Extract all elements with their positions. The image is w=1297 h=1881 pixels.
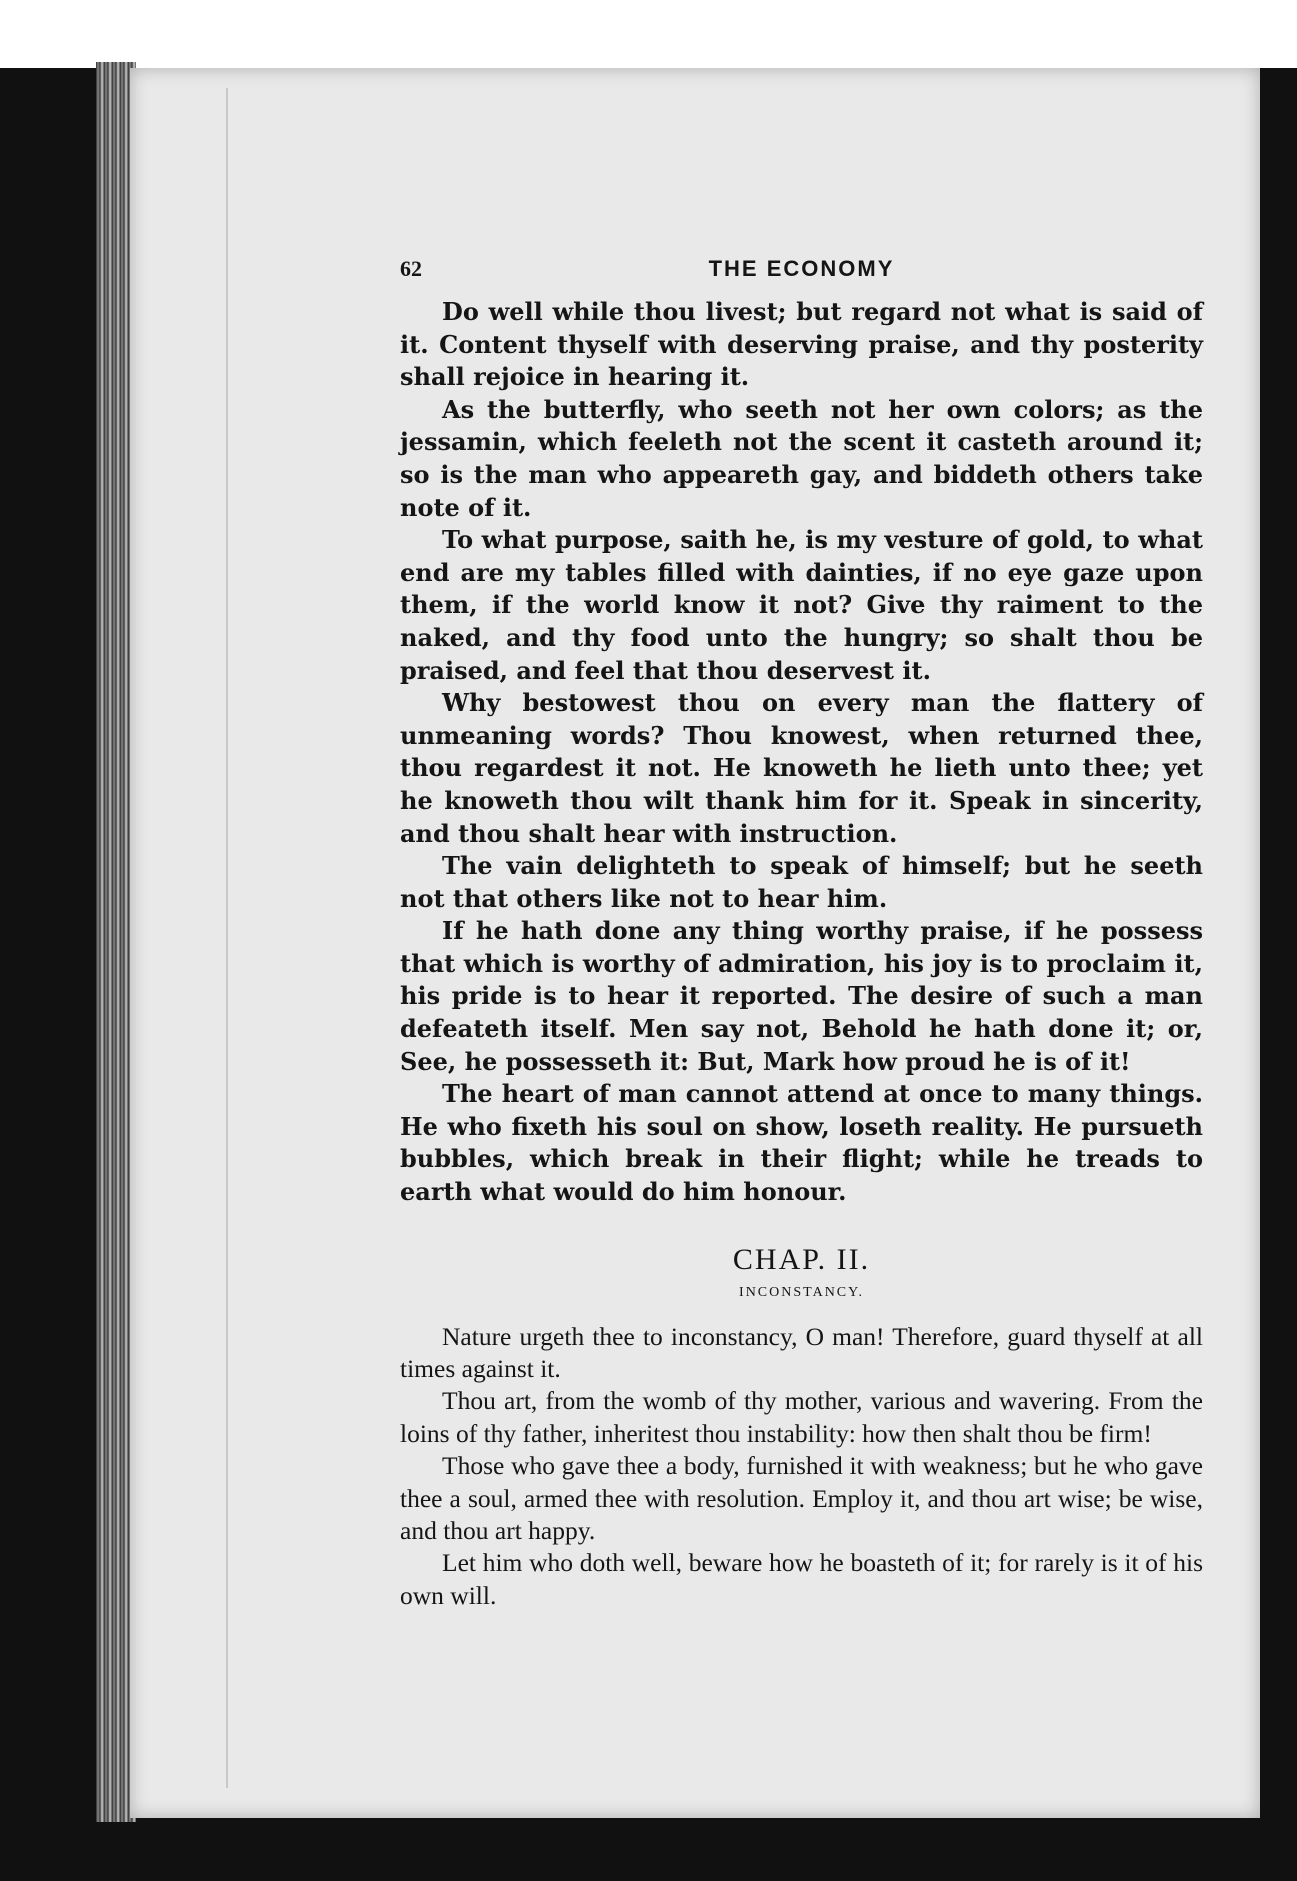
paragraph: If he hath done any thing worthy praise, if he possess that which is worthy of admiration, his joy is to proclaim it, his pride is to hear it reported. The desire of such a man defeateth itself. Men say not, Behold he hath done it; or, See, he possesseth it: But, Mark how proud he is of it!: [400, 916, 1203, 1076]
running-title: THE ECONOMY: [708, 256, 895, 281]
paragraph: Thou art, from the womb of thy mother, various and wavering. From the loins of thy father, inheritest thou instability: how then shalt thou be firm!: [400, 1386, 1203, 1448]
paragraph: Why bestowest thou on every man the flattery of unmeaning words? Thou knowest, when returned thee, thou regardest it not. He knoweth he lieth unto thee; yet he knoweth thou wilt thank him for it. Speak in sincerity, and thou shalt hear with instruction.: [400, 688, 1203, 848]
paragraph: Nature urgeth thee to inconstancy, O man! Therefore, guard thyself at all times against it.: [400, 1321, 1203, 1384]
chapter-one-text: [400, 296, 1203, 1209]
page-number: 62: [400, 256, 422, 281]
chapter-title: CHAP. II.: [732, 1242, 871, 1276]
paragraph: Those who gave thee a body, furnished it with weakness; but he who gave thee a soul, armed thee with resolution. Employ it, and thou art wise; be wise, and thou art happy.: [400, 1451, 1203, 1546]
paragraph: As the butterfly, who seeth not her own colors; as the jessamin, which feeleth not the scent it casteth around it; so is the man who appeareth gay, and biddeth others take note of it.: [400, 394, 1203, 522]
paragraph: Do well while thou livest; but regard not what is said of it. Content thyself with deserving praise, and thy posterity shall rejoice in hearing it.: [400, 297, 1203, 392]
chapter-two-text: [400, 1321, 1203, 1613]
chapter-subtitle: INCONSTANCY.: [739, 1284, 864, 1300]
page-content: [400, 256, 1203, 1612]
paragraph: The vain delighteth to speak of himself; but he seeth not that others like not to hear him.: [400, 851, 1203, 913]
running-head: [400, 256, 1203, 296]
paragraph: The heart of man cannot attend at once to many things. He who fixeth his soul on show, loseth reality. He pursueth bubbles, which break in their flight; while he treads to earth what would do him honour.: [400, 1079, 1203, 1207]
paragraph: To what purpose, saith he, is my vesture of gold, to what end are my tables filled with dainties, if no eye gaze upon them, if the world know it not? Give thy raiment to the naked, and thy food unto the hungry; so shalt thou be praised, and feel that thou deservest it.: [400, 525, 1203, 685]
paragraph: Let him who doth well, beware how he boasteth of it; for rarely is it of his own will.: [400, 1548, 1203, 1610]
scan-background-top: [0, 0, 1297, 68]
page-fold-line: [226, 88, 228, 1788]
